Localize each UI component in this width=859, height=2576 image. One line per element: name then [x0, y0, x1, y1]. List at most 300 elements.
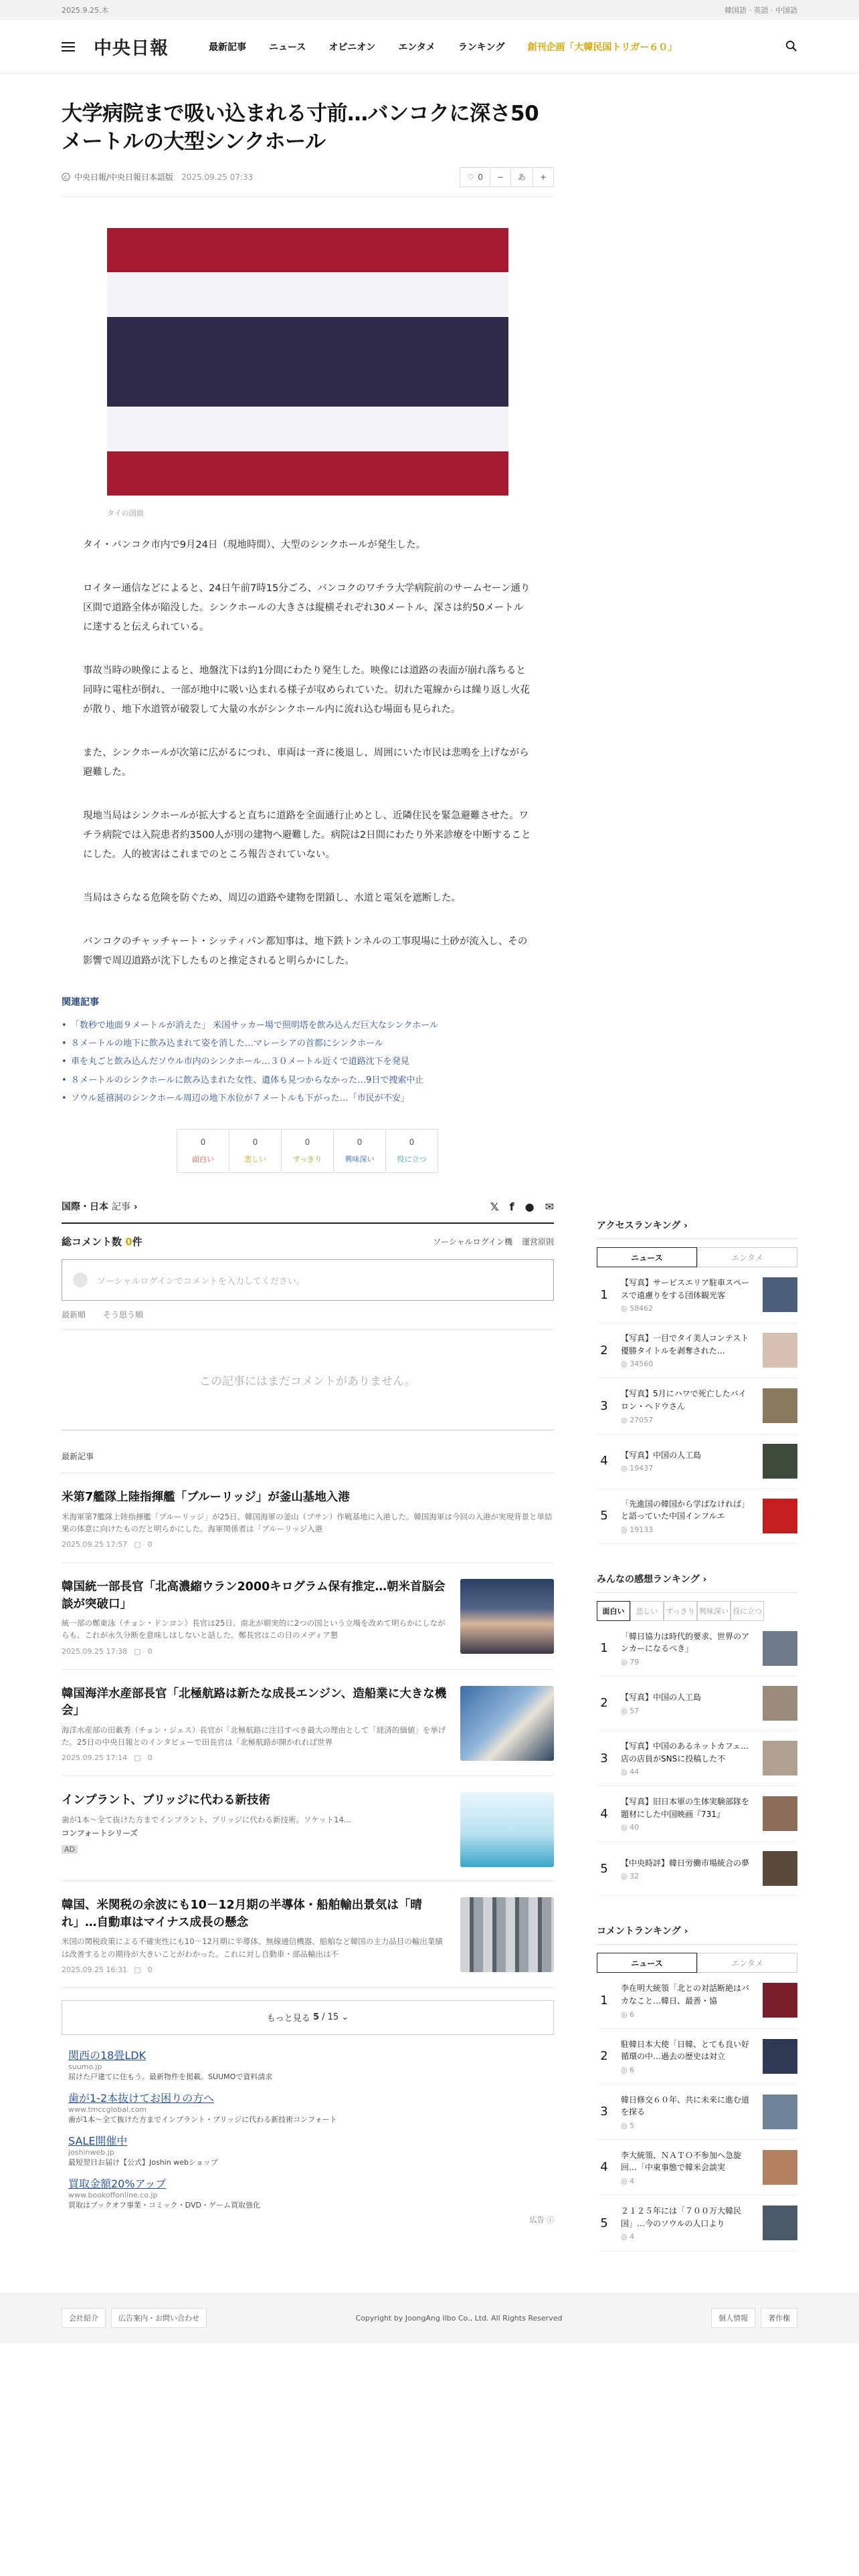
- ranking-title[interactable]: 【写真】一目でタイ美人コンテスト優勝タイトルを剥奪された…: [621, 1333, 749, 1356]
- ad-label-text: 広告: [529, 2215, 545, 2224]
- ranking-title[interactable]: 【写真】5月にハワで死亡したバイロン・ヘドウさん: [621, 1389, 747, 1411]
- like-count: 0: [478, 172, 483, 182]
- ranking-count: [621, 1464, 753, 1473]
- view-icon: ◎: [621, 1706, 630, 1715]
- latest-article-meta: [62, 1753, 448, 1762]
- ranking-text: [621, 1498, 753, 1534]
- ad-description: 買取はブックオフ事業・コミック・DVD・ゲーム買取強化: [68, 2200, 260, 2210]
- ad-title[interactable]: 関西の18畳LDK: [68, 2048, 147, 2062]
- ranking-tab[interactable]: ニュース: [597, 1953, 697, 1973]
- category-link[interactable]: 国際・日本 記事 ›: [62, 1202, 138, 1213]
- view-icon: ◎: [621, 2177, 630, 2186]
- more-button[interactable]: もっと見る 5 / 15 ⌄: [62, 2000, 554, 2035]
- ranking-title[interactable]: 李在明大統領「北との対話断絶はバカなこと…韓日、最善・協: [621, 1983, 750, 2006]
- view-icon: ◎: [621, 2232, 630, 2242]
- date-display: 2025.9.25.木: [62, 6, 109, 15]
- ranking-thumbnail[interactable]: [763, 1388, 797, 1423]
- ranking-count-value: 6: [630, 2010, 635, 2019]
- ranking-thumbnail[interactable]: [763, 1499, 797, 1533]
- latest-article-text: [62, 1897, 448, 1974]
- reaction-title-text: みんなの感想ランキング: [597, 1574, 700, 1585]
- latest-article[interactable]: [62, 1563, 554, 1670]
- ranking-item[interactable]: [597, 1677, 797, 1731]
- nav-menu: [209, 40, 677, 53]
- comment-count: 0: [125, 1236, 132, 1249]
- ranking-tab[interactable]: エンタメ: [697, 1953, 797, 1973]
- article: [62, 100, 554, 2225]
- reaction-button[interactable]: [281, 1129, 334, 1173]
- ranking-title[interactable]: 【写真】中国の人工島: [621, 1450, 702, 1460]
- article-body: [62, 536, 554, 971]
- ranking-number: 2: [600, 2049, 608, 2064]
- ranking-count: [621, 1360, 753, 1368]
- latest-article-summary: 海洋水産部の田載秀（チョン・ジェス）長官が「北極航路に注目すべき最大の理由として「経済的価値」を挙げた。25日の中央日報とのインタビューで田長官は「北極航路が開かれれば世界: [62, 1725, 446, 1747]
- ranking-title[interactable]: 【中央時評】韓日労働市場統合の夢: [621, 1858, 750, 1868]
- ranking-tab[interactable]: 役に立つ: [731, 1601, 764, 1621]
- ranking-title[interactable]: 【写真】サービスエリア駐車スペースで遠慮りをする団体観光客: [621, 1278, 750, 1300]
- ranking-thumbnail[interactable]: [763, 1686, 797, 1721]
- ad-description: 最短翌日お届け【公式】Joshin webショップ: [68, 2157, 218, 2167]
- ranking-item[interactable]: [597, 1731, 797, 1786]
- latest-article-title[interactable]: 韓国海洋水産部長官「北極航路は新たな成長エンジン、造船業に大きな機会」: [62, 1687, 447, 1718]
- ranking-count-value: 44: [630, 1767, 640, 1777]
- ranking-thumbnail[interactable]: [763, 1631, 797, 1666]
- ranking-number: 3: [600, 1751, 608, 1765]
- article-headline: 大学病院まで吸い込まれる寸前…バンコクに深さ50メートルの大型シンクホール: [62, 102, 539, 154]
- latest-article-date: 2025.09.25 17:38: [62, 1646, 128, 1656]
- ad-description: 歯が1本～全て抜けた方までインプラント・ブリッジに代わる新技術コンフォート: [68, 2115, 337, 2124]
- comment-icon: ▢: [134, 1753, 141, 1763]
- latest-article-thumbnail[interactable]: [460, 1579, 554, 1654]
- ranking-text: [621, 2094, 753, 2130]
- ad-url: suumo.jp: [68, 2062, 102, 2071]
- nav-item-opinion[interactable]: オピニオン: [328, 41, 376, 53]
- rules-link[interactable]: 運営原則: [521, 1237, 554, 1247]
- nav-item-special[interactable]: 創刊企画「大韓民国トリガー６０」: [527, 41, 678, 53]
- view-icon: ◎: [621, 1872, 630, 1881]
- ranking-count: [621, 1707, 753, 1715]
- ranking-thumbnail[interactable]: [763, 1851, 797, 1886]
- comment-count-title: [62, 1235, 142, 1249]
- site-logo[interactable]: 中央日報: [94, 38, 169, 59]
- nav-item-ranking[interactable]: ランキング: [458, 41, 505, 53]
- ranking-text: [621, 1388, 753, 1424]
- related-link[interactable]: • ソウル延禧洞のシンクホール周辺の地下水位が７メートルも下がった…「市民が不安」: [62, 1089, 554, 1107]
- reaction-tabs: [597, 1601, 797, 1621]
- view-icon: ◎: [621, 1360, 630, 1369]
- ranking-text: [621, 2205, 753, 2241]
- ranking-thumbnail[interactable]: [763, 1333, 797, 1368]
- sort-agree[interactable]: そう思う順: [103, 1310, 144, 1320]
- related-articles: [62, 995, 554, 1107]
- latest-article-summary: 歯が1本～全て抜けた方までインプラント、ブリッジに代わる新技術。ソケット14...: [62, 1814, 351, 1824]
- comment-icon: ▢: [134, 1646, 141, 1656]
- latest-article-text: [62, 1489, 554, 1549]
- reaction-label: すっきり: [292, 1155, 322, 1164]
- latest-article-summary: 米国の関税政策による不確実性にも10－12月期に半導体、無線通信機器、船舶など韓国の主力品目の輸出業績は改善するとの期待が大きいことがわかった。これに対し自動車・部品輸出は不: [62, 1937, 443, 1959]
- paragraph: 現地当局はシンクホールが拡大すると直ちに道路を全面通行止めとし、近隣住民を緊急避難させた。ワチラ病院では入院患者約3500人が別の建物へ避難した。病院は2日間にわたり外来診療を中断することにした。人的被害はこれまでのところ報告されていない。: [83, 810, 531, 860]
- latest-article-advertiser: コンフォートシリーズ: [62, 1828, 138, 1838]
- latest-article[interactable]: [62, 1670, 554, 1777]
- ranking-text: [621, 1691, 753, 1715]
- footer-copyright-link[interactable]: 著作権: [761, 2308, 797, 2328]
- ranking-text: [621, 2038, 753, 2074]
- comment-sort: [62, 1309, 554, 1330]
- footer: [0, 2292, 859, 2343]
- access-ranking: [597, 1218, 797, 1544]
- ranking-title[interactable]: 李大統領、ＮＡＴＯ不参加へ急旋回…「中東事態で韓米会談実: [621, 2150, 742, 2173]
- ranking-count-value: 27057: [630, 1415, 654, 1424]
- ranking-number: 1: [600, 1641, 608, 1656]
- reaction-button[interactable]: [333, 1129, 386, 1173]
- paragraph: 事故当時の映像によると、地盤沈下は約1分間にわたり発生した。映像には道路の表面が崩れ落ちると同時に電柱が倒れ、一部が地中に吸い込まれる様子が収められていた。切れた電線からは繰り返し火花が散り、地下水道管が破裂して大量の水がシンクホール内に流れ込む場面も見られた。: [83, 665, 530, 715]
- photo-caption: タイの国旗: [107, 508, 144, 518]
- reaction-label: 役に立つ: [397, 1155, 427, 1164]
- view-icon: ◎: [621, 2010, 630, 2019]
- no-comment-message: この記事にはまだコメントがありません。: [62, 1330, 554, 1430]
- latest-article-text: [62, 1686, 448, 1763]
- ranking-title[interactable]: 韓日修交６０年、共に未来に進む道を探る: [621, 2095, 750, 2117]
- latest-article[interactable]: [62, 1881, 554, 1988]
- footer-right-links: [711, 2308, 797, 2328]
- ranking-count-value: 4: [630, 2232, 635, 2242]
- view-icon: ◎: [621, 1767, 630, 1777]
- ad-badge: AD: [62, 1845, 78, 1854]
- paragraph: 当局はさらなる危険を防ぐため、周辺の道路や建物を閉鎖し、水道と電気を遮断した。: [83, 892, 461, 903]
- ranking-text: [621, 1740, 753, 1776]
- latest-article-thumbnail[interactable]: [460, 1897, 554, 1972]
- text-ad[interactable]: [68, 2133, 554, 2167]
- facebook-icon[interactable]: f: [509, 1200, 514, 1213]
- x-icon[interactable]: 𝕏: [490, 1200, 499, 1213]
- ranking-thumbnail[interactable]: [763, 2206, 797, 2240]
- ranking-thumbnail[interactable]: [763, 1983, 797, 2018]
- ad-title[interactable]: SALE開催中: [68, 2134, 128, 2147]
- text-ad[interactable]: [68, 2090, 554, 2125]
- top-strip: [0, 0, 859, 20]
- nav-item-entertainment[interactable]: エンタメ: [398, 41, 436, 53]
- copyright-text: Copyright by JoongAng Ilbo Co., Ltd. All Rights Reserved: [355, 2313, 563, 2323]
- ranking-thumbnail[interactable]: [763, 1796, 797, 1831]
- ranking-count-value: 4: [630, 2177, 635, 2186]
- comment-ranking-title-text: コメントランキング: [597, 1926, 681, 1937]
- latest-list: [62, 1473, 554, 1988]
- ranking-title[interactable]: 「先進国の韓国から学ばなければ」と語っていた中国インフルエ: [621, 1499, 750, 1521]
- latest-article-date: 2025.09.25 17:14: [62, 1753, 128, 1763]
- ranking-title[interactable]: 【写真】中国のあるネットカフェ…店の店員がSNSに投稿した不: [621, 1741, 749, 1763]
- ranking-text: [621, 1796, 753, 1832]
- ranking-number: 2: [600, 1696, 608, 1711]
- ranking-item[interactable]: [597, 1621, 797, 1677]
- related-link[interactable]: • ８メートルのシンクホールに飲み込まれた女性、遺体も見つからなかった…9日で捜索中止: [62, 1071, 554, 1089]
- facebook-avatar-icon: [73, 1273, 88, 1287]
- ad-meta: [62, 1845, 448, 1854]
- ranking-thumbnail[interactable]: [763, 2150, 797, 2185]
- reaction-ranking-title[interactable]: みんなの感想ランキング ›: [597, 1572, 797, 1593]
- latest-article-date: 2025.09.25 16:31: [62, 1965, 128, 1974]
- ranking-item[interactable]: [597, 1842, 797, 1896]
- latest-article-thumbnail[interactable]: [460, 1686, 554, 1761]
- view-icon: ◎: [621, 1304, 630, 1313]
- ranking-item[interactable]: [597, 1973, 797, 2028]
- ranking-count-value: 19437: [630, 1464, 654, 1473]
- sidebar: [597, 1218, 797, 2279]
- ranking-count: [621, 2066, 753, 2074]
- ranking-thumbnail[interactable]: [763, 1277, 797, 1312]
- ranking-thumbnail[interactable]: [763, 2095, 797, 2129]
- ranking-count: [621, 1525, 753, 1534]
- comment-input[interactable]: [62, 1259, 554, 1301]
- comment-tabs: [597, 1953, 797, 1973]
- text-ad[interactable]: [68, 2047, 554, 2082]
- heart-icon: ♡: [467, 172, 475, 182]
- reaction-list: [597, 1621, 797, 1897]
- ranking-thumbnail[interactable]: [763, 1741, 797, 1776]
- byline-row: [62, 167, 554, 197]
- ad-url: www.tmccglobal.com: [68, 2105, 147, 2114]
- view-icon: ◎: [621, 1525, 630, 1534]
- ranking-item[interactable]: [597, 1378, 797, 1434]
- ranking-count-value: 58462: [630, 1304, 654, 1313]
- ranking-number: 3: [600, 1398, 608, 1413]
- ranking-tab[interactable]: ニュース: [597, 1247, 697, 1267]
- related-title: 関連記事: [62, 996, 99, 1008]
- view-icon: ◎: [621, 1823, 630, 1832]
- ranking-count: [621, 1823, 753, 1832]
- reaction-ranking: [597, 1572, 797, 1897]
- ranking-item[interactable]: [597, 2084, 797, 2140]
- ranking-count: [621, 1304, 753, 1313]
- text-ads: [62, 2047, 554, 2210]
- comments-header: [62, 1235, 554, 1249]
- ranking-text: [621, 1857, 753, 1881]
- ranking-text: [621, 1449, 753, 1473]
- ranking-count: [621, 2010, 753, 2019]
- ranking-title[interactable]: 【写真】旧日本軍の生体実験部隊を題材にした中国映画『731』: [621, 1797, 750, 1819]
- latest-article-title[interactable]: 米第7艦隊上陸指揮艦「ブルーリッジ」が釜山基地入港: [62, 1491, 350, 1505]
- ranking-item[interactable]: [597, 1434, 797, 1489]
- ranking-number: 4: [600, 1454, 608, 1469]
- ranking-text: [621, 1982, 753, 2018]
- ranking-thumbnail[interactable]: [763, 1444, 797, 1479]
- ad-description: 屈けた戸建てに住もう。最新物件を掲載。SUUMOで資料請求: [68, 2072, 273, 2081]
- view-icon: ◎: [621, 1657, 630, 1667]
- reaction-count: 0: [200, 1138, 206, 1148]
- comment-title-label: 総コメント数: [62, 1236, 122, 1249]
- ranking-number: 2: [600, 1343, 608, 1358]
- comment-ranking: [597, 1924, 797, 2251]
- ranking-item[interactable]: [597, 2140, 797, 2195]
- comment-icon: ▢: [134, 1965, 141, 1974]
- article-tools: [460, 167, 554, 187]
- latest-article-comments: 0: [147, 1646, 153, 1656]
- more-label: もっと見る: [266, 2014, 310, 2024]
- ranking-count: [621, 1872, 753, 1881]
- reaction-button[interactable]: [229, 1129, 282, 1173]
- footer-privacy-link[interactable]: 個人情報: [711, 2308, 755, 2328]
- article-photo: [107, 228, 508, 518]
- latest-article-comments: 0: [147, 1965, 153, 1974]
- ranking-title[interactable]: 駐韓日本大使「日韓、とても良い好循環の中…過去の歴史は対立: [621, 2039, 750, 2062]
- ranking-item[interactable]: [597, 2029, 797, 2084]
- ranking-count: [621, 1416, 753, 1424]
- ranking-count-value: 40: [630, 1823, 640, 1832]
- latest-article-meta: [62, 1540, 554, 1549]
- thai-flag-image: [107, 228, 508, 496]
- article-source: 中央日報/中央日報日本語版: [74, 173, 174, 183]
- ranking-number: 5: [600, 1861, 608, 1876]
- ranking-thumbnail[interactable]: [763, 2039, 797, 2074]
- ranking-count-value: 57: [630, 1706, 640, 1715]
- latest-article-title[interactable]: 韓国統一部長官「北高濃縮ウラン2000キログラム保有推定…朝米首脳会談が突破口」: [62, 1580, 446, 1611]
- reaction-label: 悲しい: [244, 1155, 266, 1164]
- paragraph: タイ・バンコク市内で9月24日（現地時間）、大型のシンクホールが発生した。: [83, 539, 426, 550]
- like-button[interactable]: [460, 168, 490, 187]
- view-icon: ◎: [621, 1415, 630, 1424]
- latest-article-title[interactable]: インプラント、ブリッジに代わる新技術: [62, 1794, 271, 1808]
- view-icon: ◎: [621, 2121, 630, 2130]
- comment-icon: ▢: [134, 1540, 141, 1549]
- ranking-number: 4: [600, 1806, 608, 1821]
- font-decrease-button[interactable]: −: [490, 168, 511, 187]
- article-datetime: 2025.09.25 07:33: [181, 172, 254, 182]
- reaction-count: 0: [357, 1138, 363, 1148]
- social-login-link[interactable]: ソーシャルログイン機: [433, 1237, 512, 1247]
- ranking-text: [621, 1332, 753, 1368]
- sort-newest[interactable]: 最新順: [62, 1310, 86, 1320]
- latest-article-thumbnail[interactable]: [460, 1792, 554, 1867]
- related-link[interactable]: • 車を丸ごと飲み込んだソウル市内のシンクホール…３０メートル近くで道路沈下を発見: [62, 1053, 554, 1071]
- latest-article-text: [62, 1579, 448, 1656]
- footer-ad-link[interactable]: 広告案内・お問い合わせ: [111, 2308, 207, 2328]
- latest-article[interactable]: [62, 1776, 554, 1881]
- language-links[interactable]: 韓国語 · 英語 · 中国語: [725, 6, 797, 15]
- mail-icon[interactable]: ✉: [545, 1200, 554, 1213]
- ranking-title[interactable]: 「韓日協力は時代的要求、世界のアンカーになるべき」: [621, 1631, 750, 1654]
- view-icon: ◎: [621, 2065, 630, 2074]
- ranking-tab[interactable]: 悲しい: [630, 1601, 664, 1621]
- ad-url: www.bookoffonline.co.jp: [68, 2190, 158, 2199]
- ranking-count: [621, 2177, 753, 2185]
- view-icon: ◎: [621, 1464, 630, 1473]
- ranking-title[interactable]: 【写真】中国の人工島: [621, 1693, 702, 1703]
- ranking-tab[interactable]: すっきり: [664, 1601, 697, 1621]
- category-name: 国際・日本: [62, 1202, 108, 1213]
- reaction-label: 興味深い: [345, 1155, 375, 1164]
- ad-label: 広告 ⓘ: [529, 2215, 554, 2224]
- access-list: [597, 1267, 797, 1544]
- ranking-number: 4: [600, 2160, 608, 2175]
- nav-item-latest[interactable]: 最新記事: [209, 41, 246, 53]
- ranking-text: [621, 1277, 753, 1313]
- nav-item-news[interactable]: ニュース: [269, 41, 306, 53]
- reaction-button[interactable]: [177, 1129, 229, 1173]
- category-suffix: 記事: [111, 1202, 130, 1213]
- latest-article-summary: 統一部の鄭東泳（チョン・ドンヨン）長官は25日、南北が朝実的に2つの国という立場を改めて明らかにしながらも、これが永久分断を意味しはしないと話した。鄭長官はこの日のメディア懇: [62, 1618, 446, 1640]
- reaction-label: 面白い: [192, 1155, 214, 1164]
- ranking-text: [621, 1630, 753, 1667]
- ranking-title[interactable]: ２１２５年には「７００万大韓民国」…今のソウルの人口より: [621, 2206, 742, 2228]
- comment-links: [433, 1236, 554, 1247]
- ranking-count-value: 79: [630, 1657, 640, 1667]
- paragraph: バンコクのチャッチャート・シッティパン都知事は、地下鉄トンネルの工事現場に土砂が流入し、その影響で周辺道路が沈下したものと推定されると明らかにした。: [83, 936, 528, 966]
- comment-placeholder: ソーシャルログインでコメントを入力してください。: [97, 1276, 305, 1287]
- more-page: 5: [312, 2012, 319, 2023]
- paragraph: ロイター通信などによると、24日午前7時15分ごろ、バンコクのワチラ大学病院前のサームセーン通り区間で道路全体が陥没した。シンクホールの大きさは縦横それぞれ30メートル、深さは約50メートルに達すると伝えられている。: [83, 582, 531, 633]
- ranking-count: [621, 2121, 753, 2130]
- paragraph: また、シンクホールが次第に広がるにつれ、車両は一斉に後退し、周囲にいた市民は悲鳴を上げながら避難した。: [83, 747, 529, 778]
- ranking-item[interactable]: [597, 1786, 797, 1842]
- latest-article-comments: 0: [147, 1753, 153, 1763]
- ranking-item[interactable]: [597, 1267, 797, 1323]
- related-link[interactable]: • 「数秒で地面９メートルが消えた」 米国サッカー場で照明塔を飲み込んだ巨大なシンクホール: [62, 1016, 554, 1035]
- font-increase-button[interactable]: +: [539, 172, 547, 182]
- svg-text:C: C: [64, 174, 68, 181]
- ranking-tab[interactable]: 面白い: [597, 1601, 630, 1621]
- ad-title[interactable]: 歯が1-2本抜けてお困りの方へ: [68, 2091, 215, 2105]
- latest-title: 最新記事: [62, 1451, 554, 1473]
- ranking-count-value: 6: [630, 2065, 635, 2074]
- comment-ranking-title[interactable]: コメントランキング ›: [597, 1924, 797, 1945]
- search-icon[interactable]: [785, 40, 797, 52]
- latest-article-meta: [62, 1647, 448, 1656]
- reaction-count: 0: [304, 1138, 310, 1148]
- related-link[interactable]: • ８メートルの地下に飲み込まれて姿を消した…マレーシアの首都にシンクホール: [62, 1035, 554, 1053]
- copyright-icon: [62, 173, 70, 181]
- latest-article-summary: 米海軍第7艦隊上陸指揮艦「ブルーリッジ」が25日、韓国海軍の釜山（プサン）作戦基地に入港した。韓国海軍は今回の入港が実現背景と単結果の体意に向けたものだと明らかにした。海軍関係者は「ブルーリッジ入港: [62, 1511, 553, 1533]
- font-size-label: あ: [511, 168, 533, 187]
- latest-article-meta: [62, 1965, 448, 1974]
- ad-title[interactable]: 買取金額20%アップ: [68, 2177, 167, 2190]
- ranking-number: 5: [600, 1509, 608, 1523]
- ranking-count-value: 32: [630, 1872, 640, 1881]
- main-nav: [0, 20, 859, 74]
- ranking-number: 1: [600, 1287, 608, 1302]
- latest-article[interactable]: [62, 1473, 554, 1563]
- menu-icon[interactable]: [62, 42, 75, 51]
- reaction-button[interactable]: [385, 1129, 438, 1173]
- comment-list: [597, 1973, 797, 2251]
- latest-article-text: [62, 1792, 448, 1867]
- footer-company-link[interactable]: 会社紹介: [62, 2308, 106, 2328]
- ranking-count-value: 5: [630, 2121, 635, 2130]
- ranking-count-value: 19133: [630, 1525, 654, 1534]
- byline: [62, 171, 253, 183]
- ranking-item[interactable]: [597, 1323, 797, 1378]
- ranking-count-value: 34560: [630, 1360, 654, 1369]
- category-row: [62, 1200, 554, 1224]
- more-total: 15: [327, 2012, 339, 2023]
- ranking-item[interactable]: [597, 2195, 797, 2251]
- footer-left-links: [62, 2308, 207, 2328]
- latest-article-title[interactable]: 韓国、米関税の余波にも10－12月期の半導体・船舶輸出景気は「晴れ」…自動車はマイナス成長の懸念: [62, 1899, 422, 1929]
- ranking-tab[interactable]: エンタメ: [697, 1247, 797, 1267]
- comment-unit: 件: [132, 1236, 142, 1249]
- ranking-count: [621, 2232, 753, 2241]
- text-ad[interactable]: [68, 2175, 554, 2210]
- access-title-text: アクセスランキング: [597, 1220, 681, 1231]
- ranking-item[interactable]: [597, 1489, 797, 1544]
- share-buttons: [490, 1200, 554, 1213]
- line-icon[interactable]: ●: [524, 1200, 535, 1213]
- ranking-count: [621, 1658, 753, 1667]
- access-tabs: [597, 1247, 797, 1267]
- ranking-tab[interactable]: 興味深い: [697, 1601, 731, 1621]
- reaction-buttons: [62, 1129, 554, 1173]
- latest-article-comments: 0: [147, 1540, 153, 1549]
- ranking-number: 5: [600, 2216, 608, 2230]
- access-ranking-title[interactable]: アクセスランキング ›: [597, 1218, 797, 1239]
